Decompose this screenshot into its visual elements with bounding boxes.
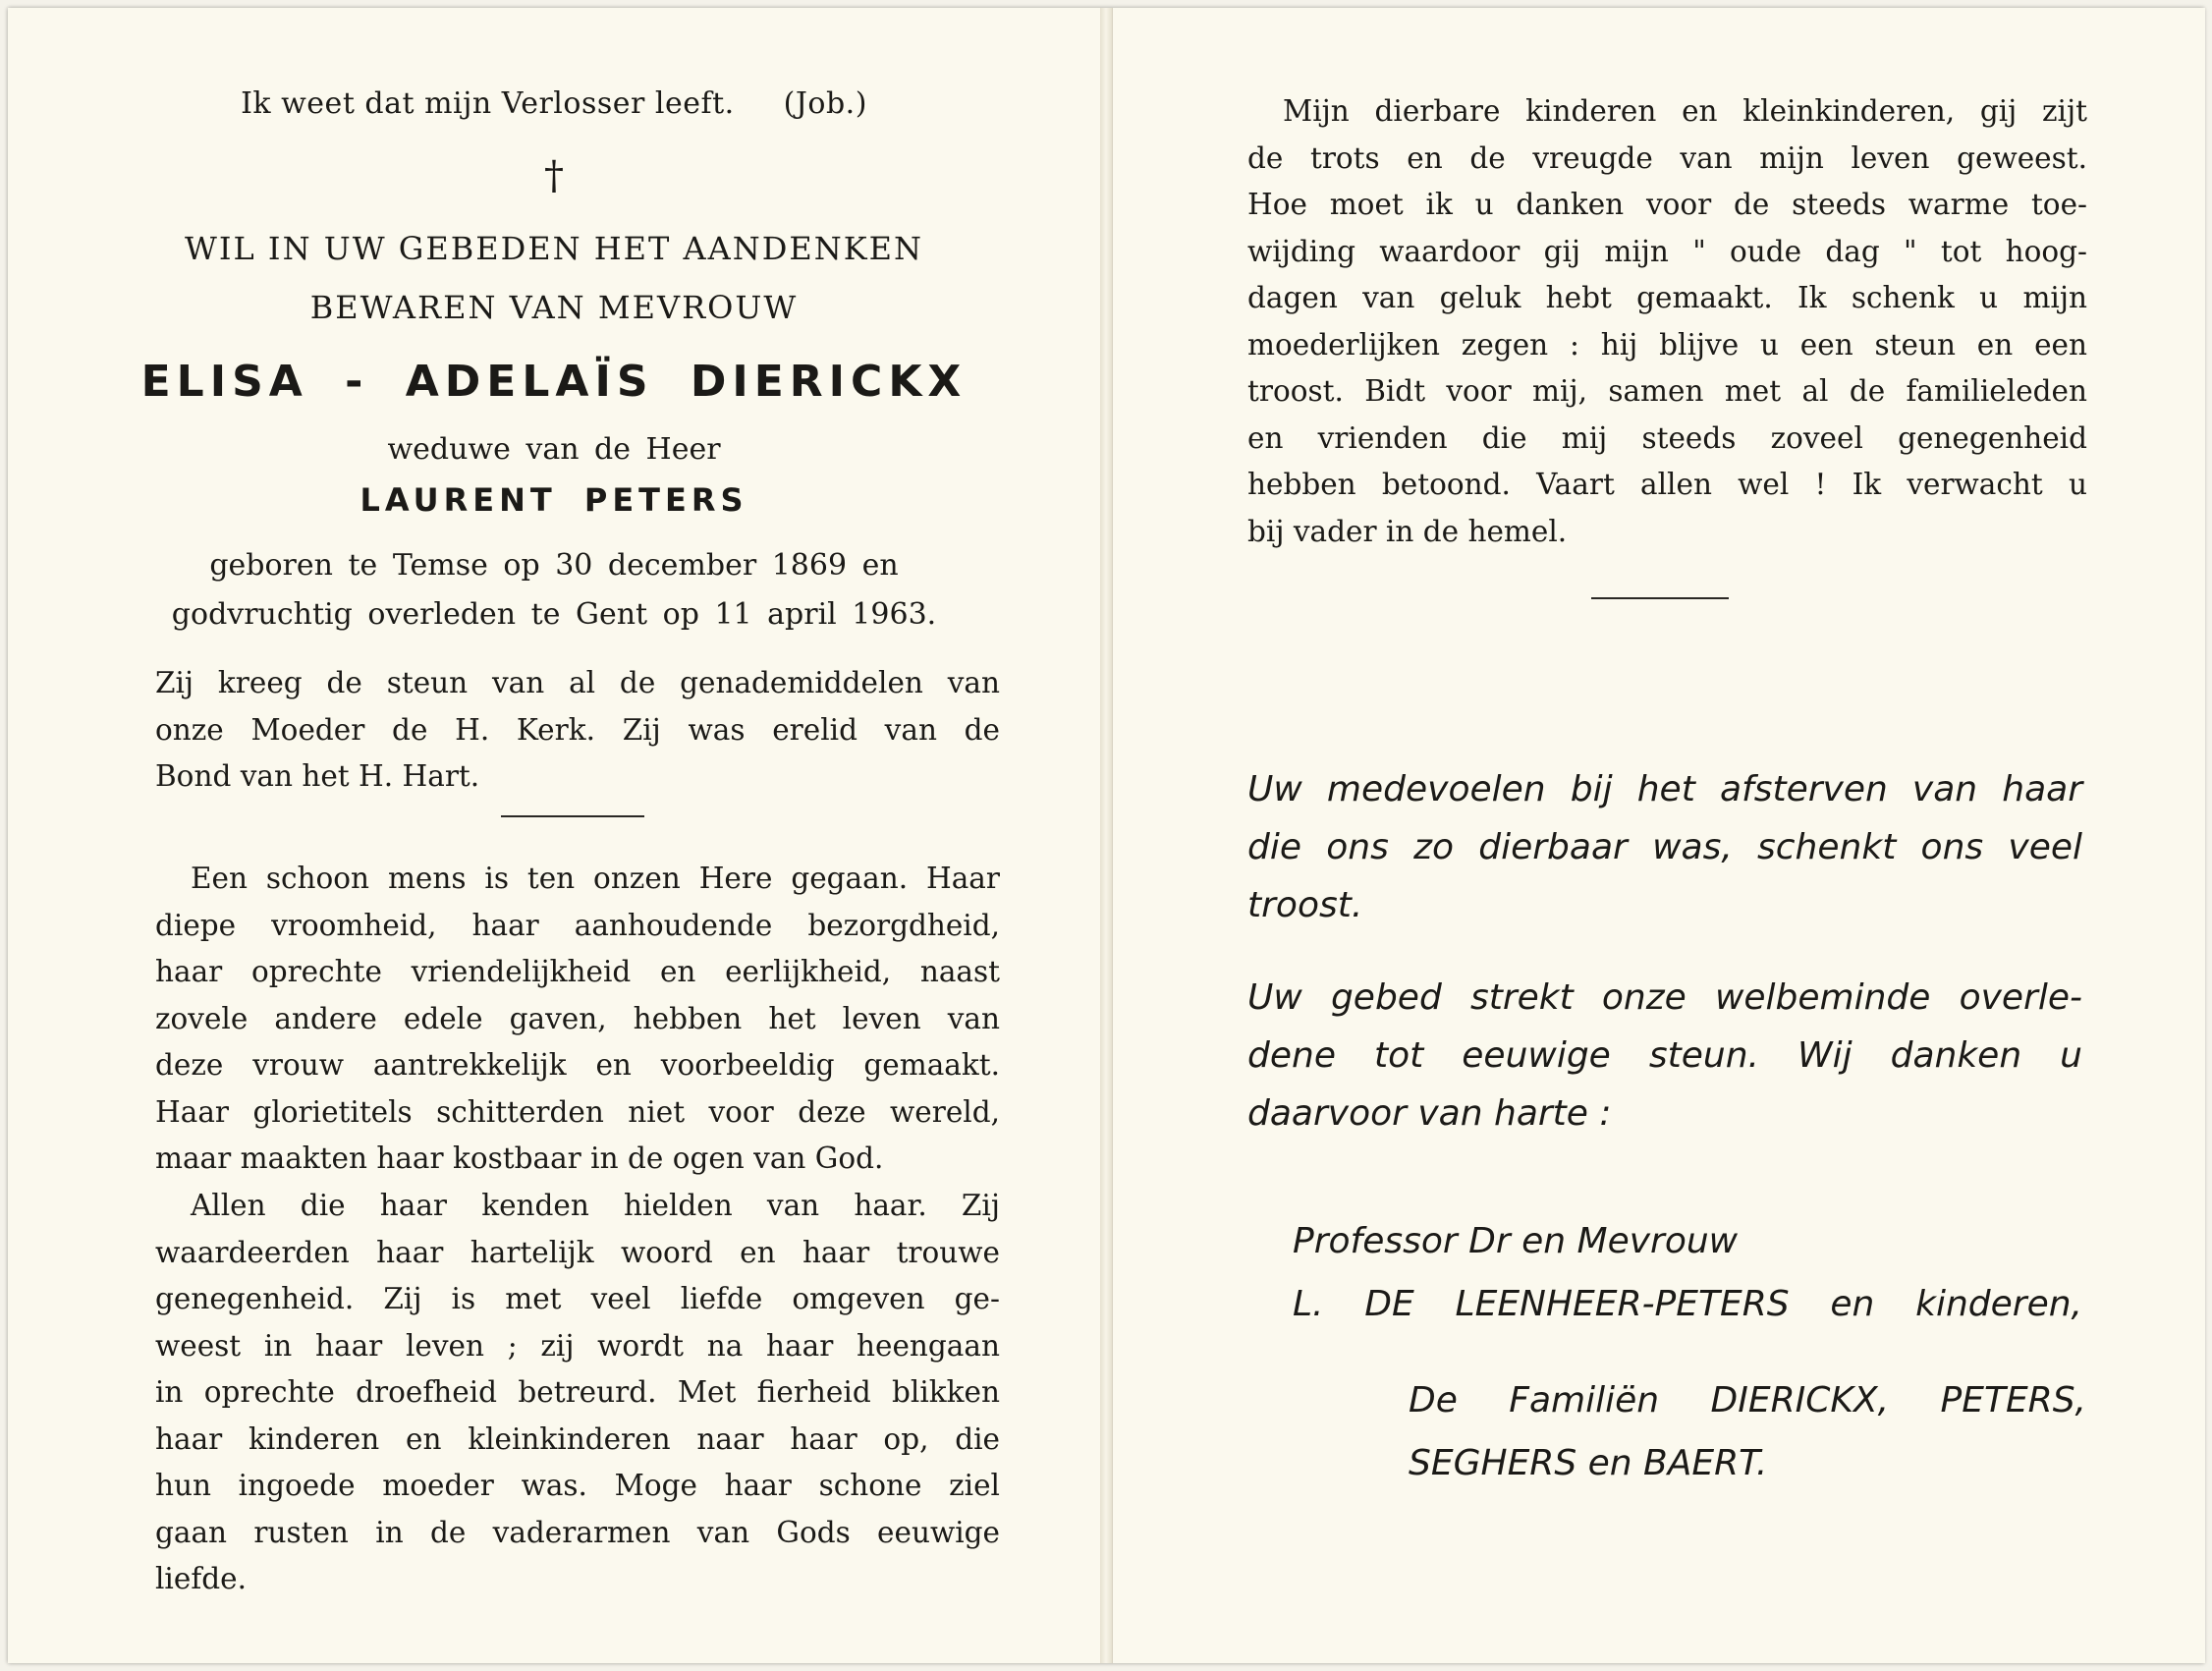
text-line: liefde. <box>155 1562 247 1595</box>
family-signature-2 <box>1409 1369 2086 1495</box>
text-line: Mijn dierbare kinderen en kleinkinderen, gij zijt <box>1283 94 2087 128</box>
text-line: Uw gebed strekt onze welbeminde overle- <box>1247 977 2082 1018</box>
thanks-paragraph-1 <box>1247 760 2082 934</box>
text-line: dagen van geluk hebt gemaakt. Ik schenk u mijn <box>1247 281 2087 314</box>
text-line: Hoe moet ik u danken voor de steeds warme toe- <box>1247 188 2087 221</box>
text-line: genegenheid. Zij is met veel liefde omgeven ge- <box>155 1282 1000 1315</box>
text-line: die ons zo dierbaar was, schenkt ons veel <box>1247 827 2082 867</box>
cross-symbol: † <box>544 153 564 198</box>
bible-quote <box>8 86 1100 121</box>
tribute-paragraph-1 <box>155 856 1000 1183</box>
text-line: Haar glorietitels schitterden niet voor deze wereld, <box>155 1094 1000 1129</box>
text-line: L. DE LEENHEER-PETERS en kinderen, <box>1293 1284 2082 1324</box>
text-line: waardeerden haar hartelijk woord en haar trouwe <box>155 1235 1000 1269</box>
widow-of-text: weduwe van de Heer <box>387 432 721 467</box>
divider <box>1591 597 1729 599</box>
memorial-card <box>8 8 2204 1663</box>
tribute-paragraph-2 <box>155 1183 1000 1603</box>
family-signature-1 <box>1293 1210 2082 1336</box>
death-text: godvruchtig overleden te Gent op 11 april 1963. <box>171 597 937 632</box>
bible-quote-text: Ik weet dat mijn Verlosser leeft. <box>241 86 735 121</box>
birth-text: geboren te Temse op 30 december 1869 en <box>209 548 899 583</box>
divider <box>501 815 644 817</box>
thanks-paragraph-2 <box>1247 969 2082 1142</box>
text-line: Uw medevoelen bij het afsterven van haar <box>1247 769 2082 809</box>
text-line: Professor Dr en Mevrouw <box>1293 1221 1739 1261</box>
text-line: troost. Bidt voor mij, samen met al de familieleden <box>1247 374 2087 408</box>
prayer-request-line-1: WIL IN UW GEBEDEN HET AANDENKEN <box>184 230 924 267</box>
text-line: moederlijken zegen : hij blijve u een steun en een <box>1247 327 2087 362</box>
text-line: onze Moeder de H. Kerk. Zij was erelid van de <box>155 712 1000 747</box>
prayer-request-line-2: BEWAREN VAN MEVROUW <box>309 289 799 326</box>
bible-quote-reference: (Job.) <box>783 86 867 121</box>
text-line: Zij kreeg de steun van al de genademiddelen van <box>155 666 1000 699</box>
text-line: daarvoor van harte : <box>1247 1093 1612 1134</box>
card-fold <box>1100 8 1112 1663</box>
sacraments-paragraph <box>155 660 1000 801</box>
text-line: in oprechte droefheid betreurd. Met fierheid blikken <box>155 1375 1000 1409</box>
text-line: deze vrouw aantrekkelijk en voorbeeldig gemaakt. <box>155 1048 1000 1082</box>
text-line: maar maakten haar kostbaar in de ogen van God. <box>155 1142 884 1175</box>
farewell-paragraph <box>1247 88 2087 555</box>
text-line: Een schoon mens is ten onzen Here gegaan. Haar <box>191 862 1000 895</box>
text-line: bij vader in de hemel. <box>1247 514 1568 548</box>
text-line: weest in haar leven ; zij wordt na haar heengaan <box>155 1328 1000 1363</box>
text-line: Allen die haar kenden hielden van haar. Zij <box>191 1189 1000 1222</box>
deceased-name: ELISA - ADELAÏS DIERICKX <box>140 357 968 407</box>
text-line: SEGHERS en BAERT. <box>1409 1443 1768 1483</box>
text-line: hebben betoond. Vaart allen wel ! Ik verwacht u <box>1247 468 2087 501</box>
husband-name: LAURENT PETERS <box>359 481 748 519</box>
text-line: troost. <box>1247 885 1363 925</box>
text-line: Bond van het H. Hart. <box>155 759 480 793</box>
left-panel <box>8 8 1101 1663</box>
text-line: haar kinderen en kleinkinderen naar haar op, die <box>155 1421 1000 1456</box>
text-line: de trots en de vreugde van mijn leven geweest. <box>1247 140 2087 175</box>
text-line: De Familiën DIERICKX, PETERS, <box>1409 1380 2086 1420</box>
text-line: diepe vroomheid, haar aanhoudende bezorgdheid, <box>155 908 1000 942</box>
text-line: haar oprechte vriendelijkheid en eerlijkheid, naast <box>155 955 1000 988</box>
text-line: wijding waardoor gij mijn " oude dag " tot hoog- <box>1247 234 2087 268</box>
text-line: zovele andere edele gaven, hebben het leven van <box>155 1001 1000 1035</box>
text-line: hun ingoede moeder was. Moge haar schone ziel <box>155 1469 1000 1502</box>
text-line: gaan rusten in de vaderarmen van Gods eeuwige <box>155 1515 1000 1549</box>
text-line: dene tot eeuwige steun. Wij danken u <box>1247 1035 2082 1076</box>
text-line: en vrienden die mij steeds zoveel genegenheid <box>1247 420 2087 455</box>
